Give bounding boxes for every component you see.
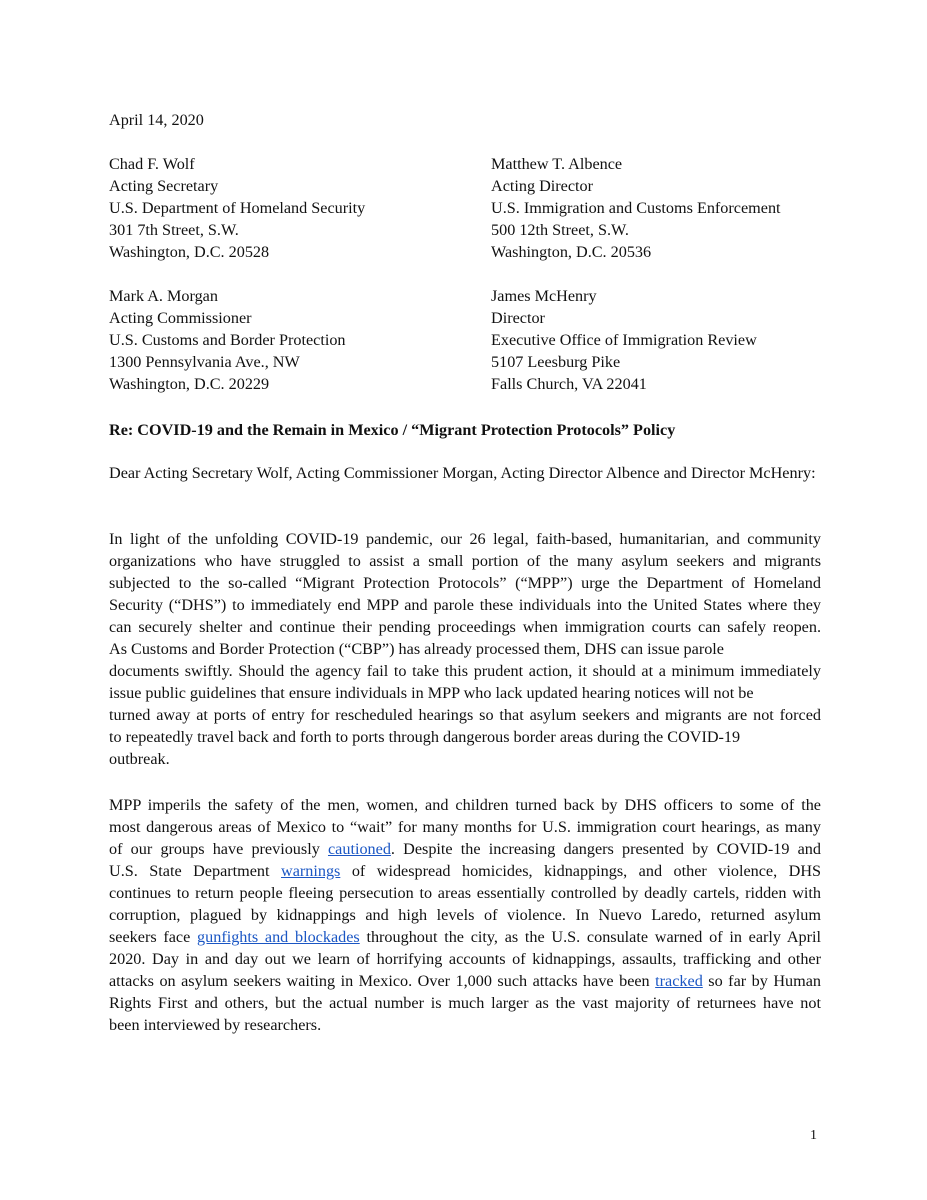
addressee-line: Acting Commissioner [109,309,252,327]
paragraph-line: issue public guidelines that ensure individuals in MPP who lack updated hearing notices will not be [109,684,754,702]
paragraph-line: been interviewed by researchers. [109,1016,322,1034]
addressee-line: Mark A. Morgan [109,287,218,305]
addressee-line: Matthew T. Albence [491,155,623,173]
paragraph-line: As Customs and Border Protection (“CBP”) has already processed them, DHS can issue parole [109,640,724,658]
paragraph-line: can securely shelter and continue their pending proceedings when immigration courts can safely reopen. [109,618,821,636]
addressee-line: 500 12th Street, S.W. [491,221,629,239]
subject-line: Re: COVID-19 and the Remain in Mexico / “Migrant Protection Protocols” Policy [109,421,676,439]
paragraph-line [109,926,821,948]
paragraph-line: documents swiftly. Should the agency fail to take this prudent action, it should at a minimum immediately [109,662,821,680]
addressee-line: Washington, D.C. 20229 [109,375,270,393]
paragraph-line [109,970,821,992]
addressee-wolf [109,153,469,263]
paragraph-line: corruption, plagued by kidnappings and high levels of violence. In Nuevo Laredo, returned asylum [109,906,821,924]
page-number: 1 [810,1128,817,1143]
paragraph-line: outbreak. [109,750,170,768]
paragraph-line [109,860,821,882]
link-cautioned[interactable]: cautioned [327,840,391,858]
link-tracked[interactable]: tracked [655,972,703,990]
paragraph-line: continues to return people fleeing persecution to areas essentially controlled by deadly cartels, ridden with [109,884,821,902]
addressee-line: Chad F. Wolf [109,155,195,173]
addressee-mchenry [491,285,851,395]
paragraph-2 [109,794,821,1036]
addressee-morgan [109,285,469,395]
addressee-line: Washington, D.C. 20536 [491,243,652,261]
paragraph-1 [109,528,821,770]
text-run: U.S. State Department [109,862,281,880]
addressee-line: U.S. Department of Homeland Security [109,199,366,217]
addressee-line: Executive Office of Immigration Review [491,331,757,349]
addressee-line: Falls Church, VA 22041 [491,375,647,393]
paragraph-line: subjected to the so-called “Migrant Protection Protocols” (“MPP”) urge the Department of Homeland [109,574,821,592]
text-run: of our groups have previously [109,840,328,858]
addressee-line: U.S. Immigration and Customs Enforcement [491,199,781,217]
addressee-line: 301 7th Street, S.W. [109,221,239,239]
paragraph-line: Security (“DHS”) to immediately end MPP and parole these individuals into the United States where they [109,596,821,614]
addressee-line: James McHenry [491,287,597,305]
addressee-line: 1300 Pennsylvania Ave., NW [109,353,300,371]
paragraph-line: most dangerous areas of Mexico to “wait” for many months for U.S. immigration court hearings, as many [109,818,821,836]
addressee-line: 5107 Leesburg Pike [491,353,621,371]
text-run: so far by Human [702,972,821,990]
paragraph-line: MPP imperils the safety of the men, women, and children turned back by DHS officers to some of the [109,796,821,814]
text-run: attacks on asylum seekers waiting in Mexico. Over 1,000 such attacks have been [109,972,656,990]
addressee-line: Director [491,309,545,327]
addressee-line: Acting Director [491,177,594,195]
paragraph-line [109,838,821,860]
text-run: throughout the city, as the U.S. consulate warned of in early April [359,928,821,946]
paragraph-line: 2020. Day in and day out we learn of horrifying accounts of kidnappings, assaults, trafficking and other [109,950,821,968]
addressee-albence [491,153,851,263]
text-run: seekers face [109,928,198,946]
salutation: Dear Acting Secretary Wolf, Acting Commissioner Morgan, Acting Director Albence and Director McHenry: [109,464,816,482]
addressee-line: U.S. Customs and Border Protection [109,331,346,349]
paragraph-line: In light of the unfolding COVID-19 pandemic, our 26 legal, faith-based, humanitarian, and community [109,530,821,548]
paragraph-line: turned away at ports of entry for rescheduled hearings so that asylum seekers and migrants are not forced [109,706,821,724]
paragraph-line: organizations who have struggled to assist a small portion of the many asylum seekers and migrants [109,552,821,570]
addressee-line: Washington, D.C. 20528 [109,243,270,261]
text-run: of widespread homicides, kidnappings, and other violence, DHS [340,862,822,880]
paragraph-line: to repeatedly travel back and forth to ports through dangerous border areas during the COVID-19 [109,728,741,746]
link-gunfights-and-blockades[interactable]: gunfights and blockades [197,928,360,946]
addressee-line: Acting Secretary [109,177,219,195]
link-warnings[interactable]: warnings [281,862,341,880]
letter-date: April 14, 2020 [109,111,204,129]
paragraph-line: Rights First and others, but the actual number is much larger as the vast majority of returnees have not [109,994,821,1012]
text-run: . Despite the increasing dangers presented by COVID-19 and [390,840,821,858]
